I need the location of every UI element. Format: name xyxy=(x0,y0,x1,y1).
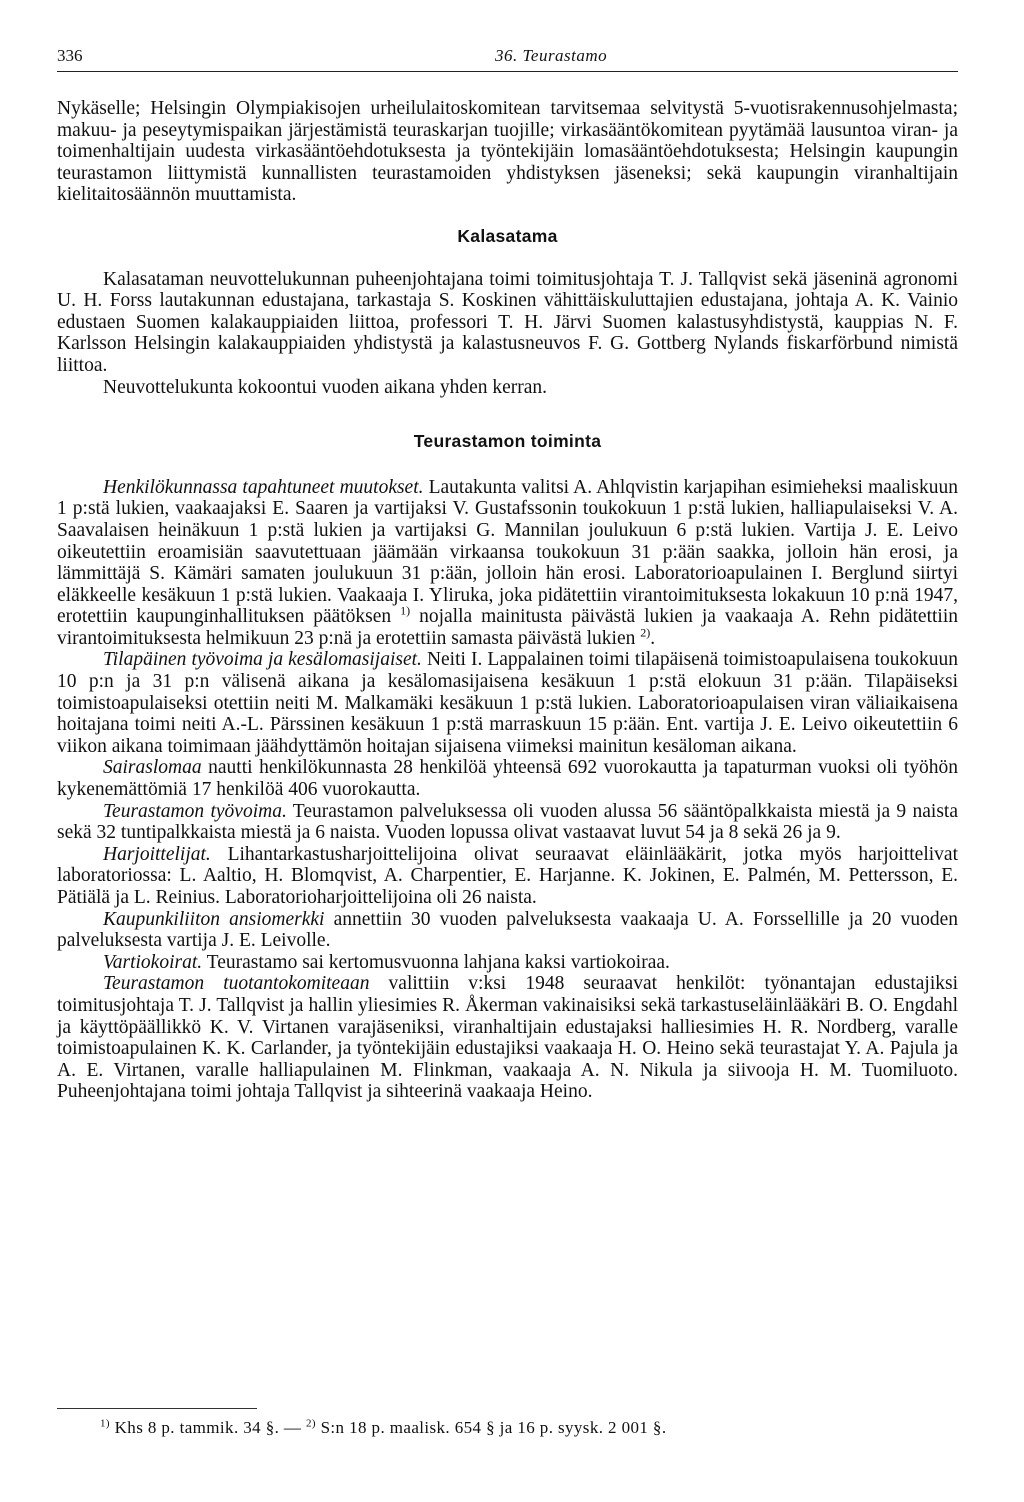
page-number: 336 xyxy=(57,46,83,65)
footnote-rule xyxy=(57,1408,257,1409)
henkilokunta-lead: Henkilökunnassa tapahtuneet muutokset. xyxy=(103,476,424,498)
henkilokunta-text: Lautakunta valitsi A. Ahlqvistin karjapihan esimieheksi maaliskuun 1 p:stä lukien, vaakaajaksi E. Saaren ja vartijaksi V. Gustafssonin toukokuun 1 p:stä lukien, halliapulaiseksi V. A. Saavalaisen heinäkuun 1 p:stä lukien ja vartijaksi G. Mannilan joulukuun 6 p:stä lukien. Vartija J. E. Leivo oikeutettiin eroamisiän saavutettuaan jäämään virkaansa toukokuun 31 p:ään saakka, jolloin hän erosi, ja lämmittäjä S. Kämäri samaten joulukuun 31 p:ään, jolloin hän erosi. Laboratorioapulainen I. Berglund siirtyi eläkkeelle kesäkuun 1 p:stä lukien. Vaakaaja I. Yliruka, joka pidätettiin virantoimituksesta lokakuun 10 p:nä 1947, erotettiin kaupunginhallituksen päätöksen xyxy=(57,476,958,628)
body-text xyxy=(57,98,958,1103)
footnotes xyxy=(100,1418,950,1438)
tyovoima-text: Teurastamon palveluksessa oli vuoden alussa 56 sääntöpalkkaista miestä ja 9 naista sekä 32 tuntipalkkaista miestä ja 6 naista. Vuoden lopussa olivat vastaavat luvut 54 ja 8 sekä 26 ja 9. xyxy=(57,800,958,844)
tilapainen-lead: Tilapäinen työvoima ja kesälomasijaiset. xyxy=(103,649,422,671)
sairasloma-paragraph xyxy=(57,757,958,800)
footnote-text-1: Khs 8 p. tammik. 34 §. — xyxy=(109,1418,306,1437)
ansiomerkki-paragraph xyxy=(57,909,958,952)
henkilokunta-paragraph xyxy=(57,477,958,650)
footnote-ref-1: 1) xyxy=(400,603,411,618)
harjoittelijat-text: Lihantarkastusharjoittelijoina olivat seuraavat eläinlääkärit, jotka myös harjoittelivat laboratoriossa: L. Aaltio, H. Blomqvist, A. Charpentier, E. Harjanne. K. Jokinen, E. Palmén, M. Pettersson, E. Pätiälä ja L. Reinius. Laboratorioharjoittelijoina oli 26 naista. xyxy=(57,843,958,908)
tyovoima-lead: Teurastamon työvoima. xyxy=(103,800,287,822)
tuotanto-text: valittiin v:ksi 1948 seuraavat henkilöt: työnantajan edustajiksi toimitusjohtaja T. J. Tallqvist ja hallin yliesimies R. Åkerman vakinaisiksi sekä tarkastuseläinlääkäri B. O. Engdahl ja käyttöpäällikkö K. V. Virtanen varajäseniksi, viranhaltijain edustajaksi halliesimies H. R. Nordberg, varalle toimistoapulainen K. K. Carlander, ja työntekijäin edustajiksi vaakaaja H. O. Heino sekä teurastajat Y. A. Pajula ja A. E. Virtanen, varalle halliapulainen M. Flinkman, vaakaaja A. N. Nikula ja siivooja H. M. Tuomiluoto. Puheenjohtajana toimi johtaja Tallqvist ja sihteerinä vaakaaja Heino. xyxy=(57,973,958,1103)
running-head xyxy=(57,46,957,70)
intro-paragraph: Nykäselle; Helsingin Olympiakisojen urheilulaitoskomitean tarvitsemaa selvitystä 5-vuotisrakennusohjelmasta; makuu- ja peseytymispaikan järjestämistä teuraskarjan tuojille; virkasääntökomitean pyytämää lausuntoa viran- ja toimenhaltijain uudesta virkasääntöehdotuksesta ja työntekijäin lomasääntöehdotuksesta; Helsingin kaupungin teurastamon liittymistä kunnallisten teurastamoiden yhdistyksen jäseneksi; sekä kaupungin viranhaltijain kielitaitosäännön muuttamista. xyxy=(57,98,958,206)
footnote-mark-1: 1) xyxy=(100,1417,110,1430)
kalasatama-meeting-paragraph: Neuvottelukunta kokoontui vuoden aikana yhden kerran. xyxy=(103,376,548,398)
footnote-text-2: S:n 18 p. maalisk. 654 § ja 16 p. syysk. 2 001 §. xyxy=(315,1418,667,1437)
harjoittelijat-lead: Harjoittelijat. xyxy=(103,843,211,865)
tilapainen-paragraph xyxy=(57,649,958,757)
running-title: 36. Teurastamo xyxy=(495,46,608,65)
sairasloma-lead: Sairaslomaa xyxy=(103,757,202,779)
ansiomerkki-text: annettiin 30 vuoden palveluksesta vaakaaja U. A. Forssellille ja 20 vuoden palveluksesta vartija J. E. Leivolle. xyxy=(57,908,958,952)
harjoittelijat-paragraph xyxy=(57,844,958,909)
tilapainen-text: Neiti I. Lappalainen toimi tilapäisenä toimistoapulaisena toukokuun 10 p:n ja 31 p:n välisenä aikana ja kesälomasijaisena kesäkuun 1 p:stä elokuun 31 p:ään. Tilapäiseksi toimistoapulaiseksi otettiin neiti M. Malkamäki kesäkuun 1 p:stä lukien. Laboratorioapulaisen viran väliaikaisena hoitajana toimi neiti A.-L. Pärssinen kesäkuun 1 p:stä marraskuun 15 p:ään. Ent. vartija J. E. Leivo oikeutettiin 6 viikon aikana toimimaan jäähdyttämön hoitajan sijaisena viimeksi mainitun kesäloman aikana. xyxy=(57,649,958,757)
header-rule xyxy=(57,71,958,72)
henkilokunta-text-2: nojalla mainitusta päivästä lukien ja vaakaaja A. Rehn pidätettiin virantoimituksesta helmikuun 23 p:nä ja erotettiin samasta päivästä lukien xyxy=(57,606,958,649)
ansiomerkki-lead: Kaupunkiliiton ansiomerkki xyxy=(103,908,325,930)
vartiokoirat-lead: Vartiokoirat. xyxy=(103,951,203,973)
tuotanto-lead: Teurastamon tuotantokomiteaan xyxy=(103,973,370,995)
section-heading-toiminta: Teurastamon toiminta xyxy=(413,431,602,452)
section-heading-kalasatama: Kalasatama xyxy=(457,225,558,246)
footnote-mark-2: 2) xyxy=(305,1417,316,1430)
vartiokoirat-text: Teurastamo sai kertomusvuonna lahjana kaksi vartiokoiraa. xyxy=(202,951,670,973)
sairasloma-text: nautti henkilökunnasta 28 henkilöä yhteensä 692 vuorokautta ja tapaturman vuoksi oli työhön kykenemättömiä 17 henkilöä 406 vuorokautta. xyxy=(57,757,958,801)
kalasatama-paragraph: Kalasataman neuvottelukunnan puheenjohtajana toimi toimitusjohtaja T. J. Tallqvist sekä jäseninä agronomi U. H. Forss lautakunnan edustajana, tarkastaja S. Koskinen vähittäiskuluttajien edustajana, johtaja A. K. Vainio edustaen Suomen kalakauppiaiden liittoa, professori T. H. Järvi Suomen kalastusyhdistystä, kauppias N. F. Karlsson Helsingin kalakauppiaiden yhdistystä ja kalastusneuvos F. G. Gottberg Nylands fiskarförbund nimistä liittoa. xyxy=(57,268,958,376)
tuotanto-paragraph xyxy=(57,973,958,1103)
footnote-ref-2: 2) xyxy=(640,625,651,640)
vartiokoirat-paragraph xyxy=(57,952,958,974)
tyovoima-paragraph xyxy=(57,801,958,844)
henkilokunta-end: . xyxy=(650,627,656,649)
